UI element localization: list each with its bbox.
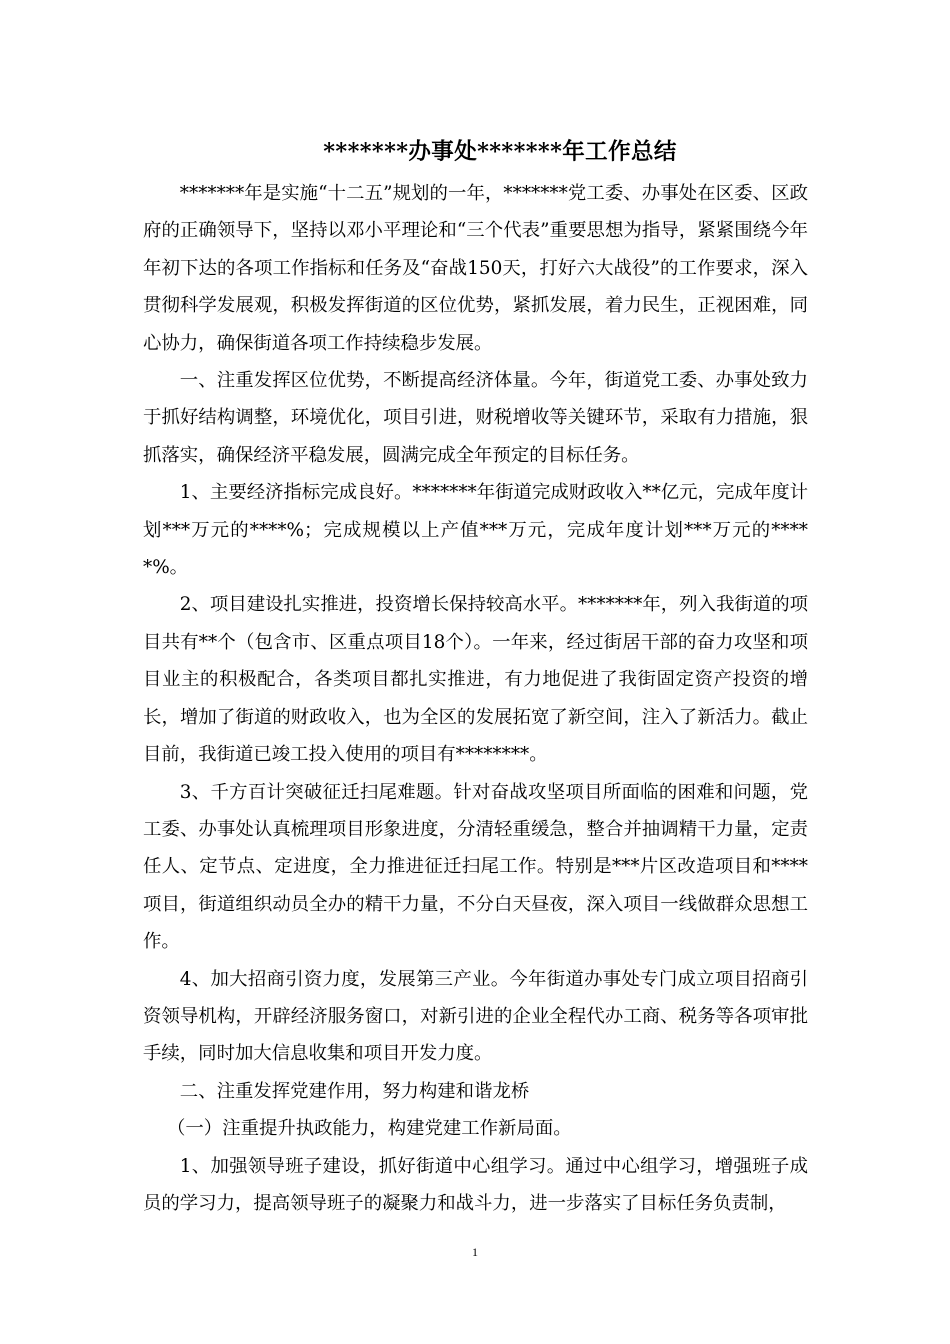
item-1-paragraph: 1、主要经济指标完成良好。*******年街道完成财政收入**亿元，完成年度计划***万元的****%；完成规模以上产值***万元，完成年度计划***万元的*****%。	[143, 482, 808, 579]
section-one-heading-paragraph: 一、注重发挥区位优势，不断提高经济体量。今年，街道党工委、办事处致力于抓好结构调整，环境优化，项目引进，财税增收等关键环节，采取有力措施，狠抓落实，确保经济平稳发展，圆满完成全年预定的目标任务。	[143, 370, 808, 466]
intro-paragraph: *******年是实施“十二五”规划的一年，*******党工委、办事处在区委、区政府的正确领导下，坚持以邓小平理论和“三个代表”重要思想为指导，紧紧围绕今年年初下达的各项工作指标和任务及“奋战150天，打好六大战役”的工作要求，深入贯彻科学发展观，积极发挥街道的区位优势，紧抓发展，着力民生，正视困难，同心协力，确保街道各项工作持续稳步发展。	[143, 183, 808, 354]
item-2-paragraph: 2、项目建设扎实推进，投资增长保持较高水平。*******年，列入我街道的项目共有**个（包含市、区重点项目18个）。一年来，经过街居干部的奋力攻坚和项目业主的积极配合，各类项目都扎实推进，有力地促进了我街固定资产投资的增长，增加了街道的财政收入，也为全区的发展拓宽了新空间，注入了新活力。截止目前，我街道已竣工投入使用的项目有********。	[143, 594, 808, 766]
document-title: *******办事处*******年工作总结	[323, 139, 677, 165]
page-number: 1	[472, 1245, 478, 1259]
subsection-one-heading: （一）注重提升执政能力，构建党建工作新局面。	[167, 1118, 572, 1140]
subitem-1-paragraph: 1、加强领导班子建设，抓好街道中心组学习。通过中心组学习，增强班子成员的学习力，提高领导班子的凝聚力和战斗力，进一步落实了目标任务负责制，	[143, 1155, 808, 1214]
item-3-paragraph: 3、千方百计突破征迁扫尾难题。针对奋战攻坚项目所面临的困难和问题，党工委、办事处认真梳理项目形象进度，分清轻重缓急，整合并抽调精干力量，定责任人、定节点、定进度，全力推进征迁扫尾工作。特别是***片区改造项目和****项目，街道组织动员全办的精干力量，不分白天昼夜，深入项目一线做群众思想工作。	[143, 781, 808, 953]
document-body	[143, 175, 808, 1222]
section-two-heading: 二、注重发挥党建作用，努力构建和谐龙桥	[179, 1080, 530, 1102]
item-4-paragraph: 4、加大招商引资力度，发展第三产业。今年街道办事处专门成立项目招商引资领导机构，开辟经济服务窗口，对新引进的企业全程代办工商、税务等各项审批手续，同时加大信息收集和项目开发力度。	[143, 968, 808, 1065]
